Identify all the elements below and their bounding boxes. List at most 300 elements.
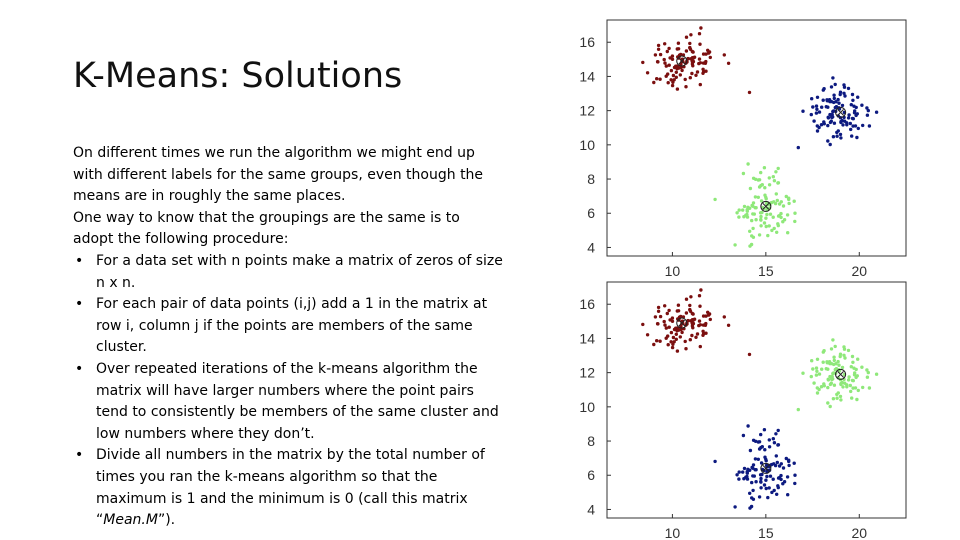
- data-point: [832, 356, 835, 359]
- data-point: [675, 67, 678, 70]
- data-point: [689, 76, 692, 79]
- bullet-glyph: •: [75, 447, 84, 464]
- data-point: [764, 479, 767, 482]
- data-point: [723, 53, 726, 56]
- data-point: [768, 176, 771, 179]
- data-point: [759, 211, 762, 214]
- data-point: [752, 498, 755, 501]
- data-point: [815, 104, 818, 107]
- data-point: [752, 177, 755, 180]
- data-point: [774, 464, 777, 467]
- data-point: [735, 473, 738, 476]
- data-point: [839, 133, 842, 136]
- slide-body: [73, 143, 503, 532]
- data-point: [759, 433, 762, 436]
- data-point: [746, 468, 749, 471]
- data-point: [832, 397, 835, 400]
- data-point: [854, 386, 857, 389]
- data-point: [826, 124, 829, 127]
- data-point: [787, 202, 790, 205]
- data-point: [831, 338, 834, 341]
- data-point: [845, 121, 848, 124]
- data-point: [742, 434, 745, 437]
- data-point: [754, 457, 757, 460]
- data-point: [781, 220, 784, 223]
- data-point: [699, 288, 702, 291]
- data-point: [777, 214, 780, 217]
- data-point: [830, 347, 833, 350]
- data-point: [777, 429, 780, 432]
- data-point: [749, 187, 752, 190]
- data-point: [841, 123, 844, 126]
- data-point: [787, 459, 790, 462]
- data-point: [822, 350, 825, 353]
- data-point: [690, 72, 693, 75]
- bullet-glyph: •: [75, 252, 84, 269]
- data-point: [830, 377, 833, 380]
- data-point: [676, 87, 679, 90]
- data-point: [689, 295, 692, 298]
- data-point: [812, 119, 815, 122]
- data-point: [842, 345, 845, 348]
- data-point: [816, 129, 819, 132]
- data-point: [677, 42, 680, 45]
- data-point: [825, 105, 828, 108]
- data-point: [757, 196, 760, 199]
- data-point: [689, 310, 692, 313]
- data-point: [851, 117, 854, 120]
- data-point: [654, 53, 657, 56]
- data-point: [694, 336, 697, 339]
- data-point: [829, 383, 832, 386]
- data-point: [669, 340, 672, 343]
- x-tick-label: 15: [758, 263, 774, 278]
- data-point: [835, 397, 838, 400]
- data-point: [688, 304, 691, 307]
- data-point: [765, 213, 768, 216]
- data-point: [866, 376, 869, 379]
- data-point: [773, 227, 776, 230]
- data-point: [853, 373, 856, 376]
- data-point: [691, 318, 694, 321]
- data-point: [675, 71, 678, 74]
- data-point: [698, 319, 701, 322]
- data-point: [768, 224, 771, 227]
- data-point: [776, 461, 779, 464]
- data-point: [666, 72, 669, 75]
- procedure-item-text: [96, 447, 485, 528]
- data-point: [754, 195, 757, 198]
- data-point: [704, 324, 707, 327]
- data-point: [765, 225, 768, 228]
- data-point: [833, 97, 836, 100]
- data-point: [847, 378, 850, 381]
- data-point: [670, 69, 673, 72]
- last-bullet-end: ”).: [157, 512, 176, 529]
- data-point: [657, 310, 660, 313]
- data-point: [663, 304, 666, 307]
- data-point: [793, 200, 796, 203]
- data-point: [655, 339, 658, 342]
- data-point: [847, 113, 850, 116]
- data-point: [815, 108, 818, 111]
- bullet-glyph: •: [75, 360, 84, 377]
- data-point: [657, 48, 660, 51]
- data-point: [777, 167, 780, 170]
- last-bullet-text: Divide all numbers in the matrix by the total number of times you ran the k-means algorithm so that the maximum is 1 and the minimum is 0 (call this matrix “: [96, 447, 485, 529]
- data-point: [759, 486, 762, 489]
- y-tick-label: 8: [587, 433, 595, 450]
- data-point: [766, 496, 769, 499]
- data-point: [750, 481, 753, 484]
- data-point: [822, 88, 825, 91]
- data-point: [861, 386, 864, 389]
- data-point: [786, 475, 789, 478]
- data-point: [685, 298, 688, 301]
- data-point: [847, 116, 850, 119]
- data-point: [849, 122, 852, 125]
- x-tick-label: 10: [664, 263, 681, 278]
- y-tick-label: 10: [579, 398, 595, 415]
- data-point: [778, 202, 781, 205]
- data-point: [775, 493, 778, 496]
- data-point: [748, 91, 751, 94]
- data-point: [759, 171, 762, 174]
- data-point: [754, 468, 757, 471]
- data-point: [832, 109, 835, 112]
- data-point: [793, 212, 796, 215]
- data-point: [676, 47, 679, 50]
- data-point: [776, 199, 779, 202]
- data-point: [820, 368, 823, 371]
- data-point: [856, 358, 859, 361]
- data-point: [810, 97, 813, 100]
- data-point: [750, 219, 753, 222]
- data-point: [829, 405, 832, 408]
- data-point: [723, 315, 726, 318]
- data-point: [826, 139, 829, 142]
- data-point: [841, 381, 844, 384]
- data-point: [655, 77, 658, 80]
- data-point: [810, 375, 813, 378]
- data-point: [815, 373, 818, 376]
- bullet-glyph: •: [75, 296, 84, 313]
- data-point: [834, 83, 837, 86]
- data-point: [668, 318, 671, 321]
- data-point: [825, 360, 828, 363]
- data-point: [758, 495, 761, 498]
- procedure-item-text: For a data set with n points make a matrix of zeros of size n x n.: [96, 252, 503, 291]
- data-point: [851, 379, 854, 382]
- data-point: [679, 335, 682, 338]
- data-point: [672, 74, 675, 77]
- data-point: [759, 446, 762, 449]
- data-point: [769, 475, 772, 478]
- data-point: [834, 345, 837, 348]
- data-point: [816, 96, 819, 99]
- data-point: [699, 26, 702, 29]
- data-point: [843, 356, 846, 359]
- data-point: [818, 372, 821, 375]
- data-point: [757, 178, 760, 181]
- data-point: [839, 136, 842, 139]
- data-point: [766, 234, 769, 237]
- data-point: [822, 99, 825, 102]
- data-point: [699, 323, 702, 326]
- data-point: [663, 323, 666, 326]
- data-point: [820, 106, 823, 109]
- data-point: [793, 482, 796, 485]
- data-point: [694, 74, 697, 77]
- data-point: [657, 306, 660, 309]
- data-point: [768, 438, 771, 441]
- data-point: [827, 378, 830, 381]
- procedure-item-text: Over repeated iterations of the k-means algorithm the matrix will have larger numbers where the point pairs tend to consistently be members of the same cluster and low numbers where they don’t.: [96, 360, 499, 442]
- data-point: [832, 94, 835, 97]
- data-point: [793, 220, 796, 223]
- data-point: [746, 206, 749, 209]
- data-point: [763, 428, 766, 431]
- data-point: [684, 347, 687, 350]
- data-point: [836, 98, 839, 101]
- data-point: [670, 331, 673, 334]
- data-point: [860, 366, 863, 369]
- data-point: [741, 470, 744, 473]
- data-point: [680, 331, 683, 334]
- data-point: [777, 476, 780, 479]
- data-point: [764, 217, 767, 220]
- data-point: [782, 204, 785, 207]
- data-point: [675, 333, 678, 336]
- y-tick-label: 12: [579, 364, 595, 381]
- data-point: [759, 215, 762, 218]
- data-point: [702, 332, 705, 335]
- data-point: [698, 57, 701, 60]
- intro-paragraph-1: On different times we run the algorithm we might end up with different labels for the same groups, even though the means are in roughly the same places.: [73, 145, 484, 205]
- y-tick-label: 12: [579, 102, 595, 119]
- data-point: [663, 42, 666, 45]
- data-point: [685, 311, 688, 314]
- data-point: [684, 340, 687, 343]
- data-point: [772, 478, 775, 481]
- data-point: [778, 464, 781, 467]
- data-point: [853, 111, 856, 114]
- data-point: [849, 384, 852, 387]
- data-point: [667, 81, 670, 84]
- data-point: [753, 212, 756, 215]
- data-point: [763, 448, 766, 451]
- scatter-plot-top: [560, 10, 910, 278]
- data-point: [786, 213, 789, 216]
- data-point: [775, 231, 778, 234]
- data-point: [663, 58, 666, 61]
- data-point: [875, 111, 878, 114]
- data-point: [765, 459, 768, 462]
- data-point: [752, 236, 755, 239]
- data-point: [759, 477, 762, 480]
- data-point: [850, 134, 853, 137]
- data-point: [727, 62, 730, 65]
- scatter-plot-bottom: [560, 272, 910, 540]
- data-point: [753, 474, 756, 477]
- data-point: [672, 336, 675, 339]
- data-point: [691, 326, 694, 329]
- data-point: [774, 170, 777, 173]
- data-point: [775, 192, 778, 195]
- x-tick-label: 20: [851, 263, 868, 278]
- data-point: [699, 345, 702, 348]
- data-point: [750, 204, 753, 207]
- data-point: [826, 401, 829, 404]
- data-point: [868, 124, 871, 127]
- data-point: [801, 110, 804, 113]
- data-point: [774, 432, 777, 435]
- data-point: [816, 358, 819, 361]
- data-point: [685, 36, 688, 39]
- data-point: [737, 477, 740, 480]
- data-point: [777, 181, 780, 184]
- procedure-list: [73, 251, 503, 532]
- data-point: [727, 324, 730, 327]
- data-point: [833, 384, 836, 387]
- data-point: [663, 61, 666, 64]
- y-tick-label: 14: [579, 68, 595, 85]
- data-point: [749, 449, 752, 452]
- data-point: [759, 473, 762, 476]
- x-tick-label: 20: [851, 525, 868, 540]
- data-point: [742, 172, 745, 175]
- data-point: [837, 102, 840, 105]
- data-point: [676, 309, 679, 312]
- data-point: [699, 61, 702, 64]
- data-point: [746, 162, 749, 165]
- data-point: [857, 127, 860, 130]
- data-point: [738, 208, 741, 211]
- y-tick-label: 8: [587, 171, 595, 188]
- data-point: [786, 231, 789, 234]
- data-point: [845, 383, 848, 386]
- intro-paragraph-2: One way to know that the groupings are the same is to adopt the following procedure:: [73, 209, 460, 248]
- data-point: [839, 355, 842, 358]
- data-point: [743, 467, 746, 470]
- data-point: [855, 136, 858, 139]
- y-tick-label: 16: [579, 34, 595, 51]
- procedure-item: [73, 294, 503, 359]
- data-point: [765, 487, 768, 490]
- data-point: [777, 486, 780, 489]
- data-point: [830, 115, 833, 118]
- data-point: [652, 81, 655, 84]
- data-point: [851, 361, 854, 364]
- data-point: [847, 87, 850, 90]
- y-tick-label: 6: [587, 467, 595, 484]
- data-point: [658, 78, 661, 81]
- procedure-item: [73, 359, 503, 445]
- data-point: [758, 233, 761, 236]
- data-point: [745, 213, 748, 216]
- data-point: [754, 218, 757, 221]
- data-point: [754, 480, 757, 483]
- data-point: [830, 362, 833, 365]
- y-tick-label: 4: [587, 501, 595, 518]
- data-point: [654, 315, 657, 318]
- data-point: [781, 482, 784, 485]
- x-tick-label: 10: [664, 525, 681, 540]
- data-point: [849, 390, 852, 393]
- data-point: [699, 83, 702, 86]
- data-point: [841, 104, 844, 107]
- data-point: [676, 349, 679, 352]
- data-point: [851, 93, 854, 96]
- data-point: [675, 338, 678, 341]
- data-point: [777, 224, 780, 227]
- data-point: [689, 33, 692, 36]
- data-point: [742, 215, 745, 218]
- data-point: [742, 477, 745, 480]
- data-point: [754, 206, 757, 209]
- data-point: [680, 69, 683, 72]
- data-point: [865, 368, 868, 371]
- data-point: [841, 385, 844, 388]
- data-point: [812, 381, 815, 384]
- data-point: [769, 213, 772, 216]
- data-point: [656, 322, 659, 325]
- data-point: [832, 135, 835, 138]
- data-point: [757, 440, 760, 443]
- data-point: [825, 98, 828, 101]
- data-point: [782, 466, 785, 469]
- data-point: [839, 93, 842, 96]
- data-point: [817, 126, 820, 129]
- procedure-item-text: For each pair of data points (i,j) add a 1 in the matrix at row i, column j if the points are members of the same cluster.: [96, 296, 488, 356]
- data-point: [763, 456, 766, 459]
- data-point: [738, 470, 741, 473]
- data-point: [733, 243, 736, 246]
- data-point: [793, 474, 796, 477]
- data-point: [659, 53, 662, 56]
- procedure-item: [73, 251, 503, 294]
- data-point: [656, 60, 659, 63]
- data-point: [841, 366, 844, 369]
- data-point: [818, 110, 821, 113]
- data-point: [797, 408, 800, 411]
- data-point: [691, 64, 694, 67]
- data-point: [773, 441, 776, 444]
- data-point: [733, 505, 736, 508]
- data-point: [675, 329, 678, 332]
- data-point: [839, 398, 842, 401]
- data-point: [667, 309, 670, 312]
- data-point: [698, 32, 701, 35]
- data-point: [833, 122, 836, 125]
- data-point: [696, 332, 699, 335]
- data-point: [837, 364, 840, 367]
- data-point: [768, 183, 771, 186]
- data-point: [831, 76, 834, 79]
- data-point: [832, 371, 835, 374]
- data-point: [704, 62, 707, 65]
- data-point: [841, 119, 844, 122]
- data-point: [667, 47, 670, 50]
- data-point: [690, 334, 693, 337]
- data-point: [811, 367, 814, 370]
- data-point: [751, 227, 754, 230]
- data-point: [696, 70, 699, 73]
- data-point: [679, 73, 682, 76]
- data-point: [825, 367, 828, 370]
- data-point: [667, 343, 670, 346]
- data-point: [768, 486, 771, 489]
